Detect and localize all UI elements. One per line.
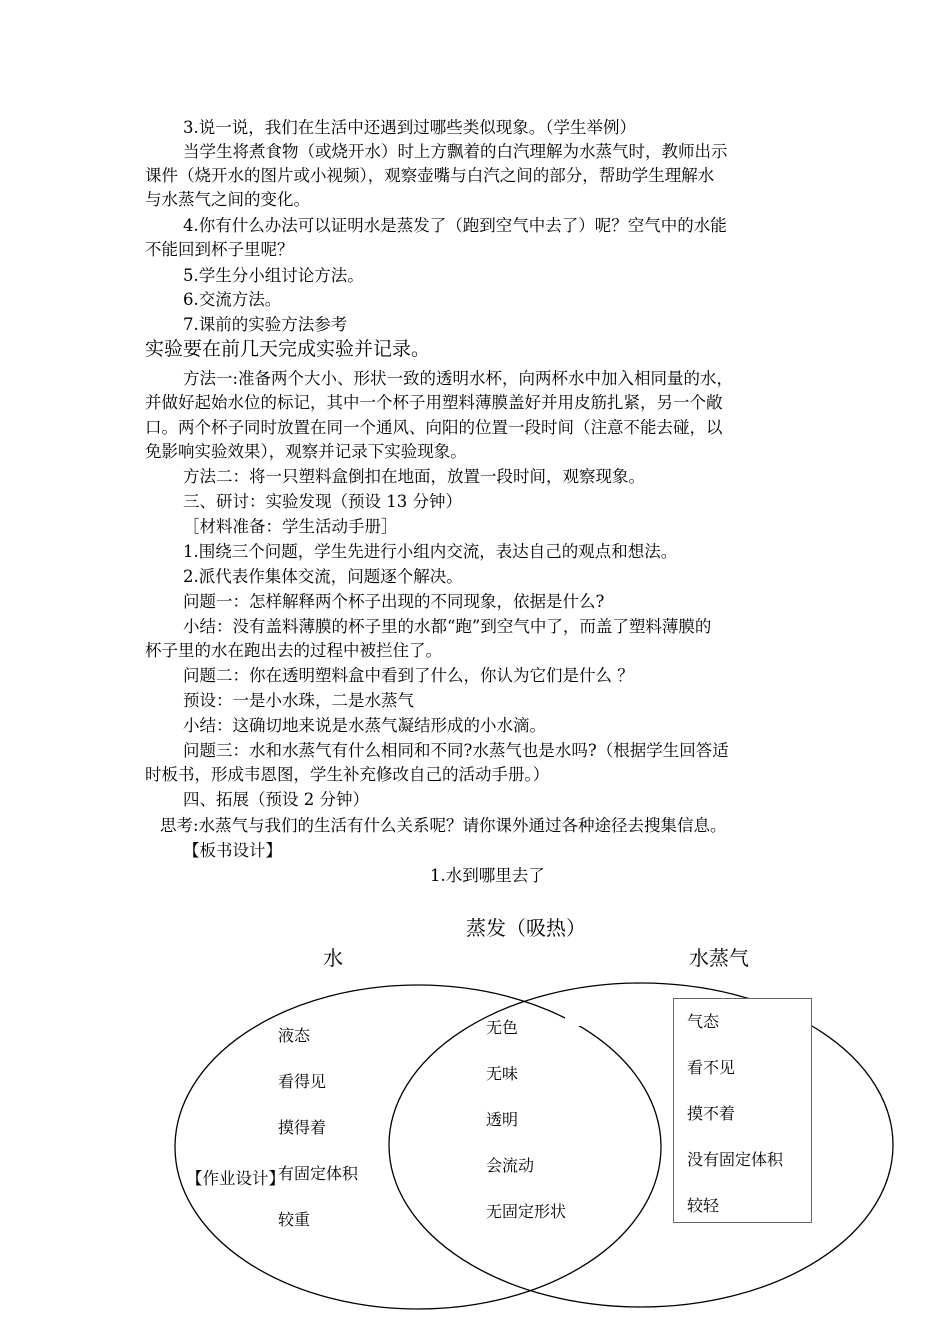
line-14: 免影响实验效果），观察并记录下实验现象。 [145, 442, 467, 461]
line-3: 课件（烧开水的图片或小视频），观察壶嘴与白汽之间的部分，帮助学生理解水 [145, 166, 715, 185]
water-item: 液态 [278, 1026, 311, 1045]
line-9: 7.课前的实验方法参考 [183, 315, 348, 334]
water-item: 较重 [278, 1210, 311, 1229]
line-22: 杯子里的水在跑出去的过程中被拦住了。 [145, 641, 442, 660]
line-10: 实验要在前几天完成实验并记录。 [145, 338, 431, 360]
line-18: 1.围绕三个问题，学生先进行小组内交流，表达自己的观点和想法。 [183, 542, 678, 561]
line-15: 方法二：将一只塑料盒倒扣在地面，放置一段时间，观察现象。 [183, 467, 645, 486]
water-ellipse [175, 985, 661, 1309]
line-26: 问题三：水和水蒸气有什么相同和不同?水蒸气也是水吗?（根据学生回答适 [183, 741, 729, 760]
venn-top-label: 蒸发（吸热） [466, 916, 586, 940]
line-20: 问题一：怎样解释两个杯子出现的不同现象，依据是什么? [183, 592, 605, 611]
line-27: 时板书，形成韦恩图，学生补充修改自己的活动手册。） [145, 765, 550, 784]
line-24: 预设：一是小水珠，二是水蒸气 [183, 691, 414, 710]
line-5: 4.你有什么办法可以证明水是蒸发了（跑到空气中去了）呢？空气中的水能 [183, 216, 727, 235]
homework-heading: 【作业设计】 [186, 1169, 285, 1188]
line-23: 问题二：你在透明塑料盒中看到了什么，你认为它们是什么 ？ [183, 666, 634, 685]
water-item: 看得见 [278, 1072, 327, 1091]
shared-item: 无味 [486, 1064, 519, 1083]
section-board-design: 【板书设计】 [183, 841, 282, 860]
line-7: 5.学生分小组讨论方法。 [183, 266, 364, 285]
vapor-item: 较轻 [687, 1196, 720, 1215]
vapor-ellipse [389, 983, 893, 1307]
shared-item: 无固定形状 [486, 1202, 567, 1221]
water-item: 摸得着 [278, 1118, 327, 1137]
venn-left-title: 水 [323, 946, 343, 970]
shared-item: 会流动 [486, 1156, 535, 1175]
line-4: 与水蒸气之间的变化。 [145, 190, 310, 209]
line-12: 并做好起始水位的标记，其中一个杯子用塑料薄膜盖好并用皮筋扎紧，另一个敞 [145, 393, 723, 412]
line-11: 方法一:准备两个大小、形状一致的透明水杯，向两杯水中加入相同量的水， [183, 369, 734, 388]
venn-right-title: 水蒸气 [689, 946, 749, 970]
line-8: 6.交流方法。 [183, 290, 282, 309]
middle-mask [565, 1004, 590, 1026]
vapor-item: 看不见 [687, 1058, 736, 1077]
shared-item: 无色 [486, 1018, 519, 1037]
line-16: 三、研讨：实验发现（预设 13 分钟） [183, 492, 462, 511]
line-2: 当学生将煮食物（或烧开水）时上方飘着的白汽理解为水蒸气时，教师出示 [183, 142, 728, 161]
line-6: 不能回到杯子里呢？ [145, 240, 294, 259]
line-17: ［材料准备：学生活动手册］ [183, 517, 398, 536]
shared-item: 透明 [486, 1110, 519, 1129]
line-28: 四、拓展（预设 2 分钟） [183, 790, 369, 809]
line-19: 2.派代表作集体交流，问题逐个解决。 [183, 567, 463, 586]
line-25: 小结：这确切地来说是水蒸气凝结形成的小水滴。 [183, 716, 546, 735]
line-13: 口。两个杯子同时放置在同一个通风、向阳的位置一段时间（注意不能去碰，以 [145, 418, 723, 437]
line-29: 思考:水蒸气与我们的生活有什么关系呢？请你课外通过各种途径去搜集信息。 [160, 816, 727, 835]
vapor-item: 摸不着 [687, 1104, 736, 1123]
line-1: 3.说一说，我们在生活中还遇到过哪些类似现象。（学生举例） [183, 118, 636, 137]
board-title: 1.水到哪里去了 [430, 866, 545, 885]
vapor-item: 气态 [687, 1012, 720, 1031]
line-21: 小结：没有盖料薄膜的杯子里的水都“跑”到空气中了，而盖了塑料薄膜的 [183, 617, 712, 636]
vapor-item: 没有固定体积 [687, 1150, 784, 1169]
water-item: 有固定体积 [278, 1164, 359, 1183]
